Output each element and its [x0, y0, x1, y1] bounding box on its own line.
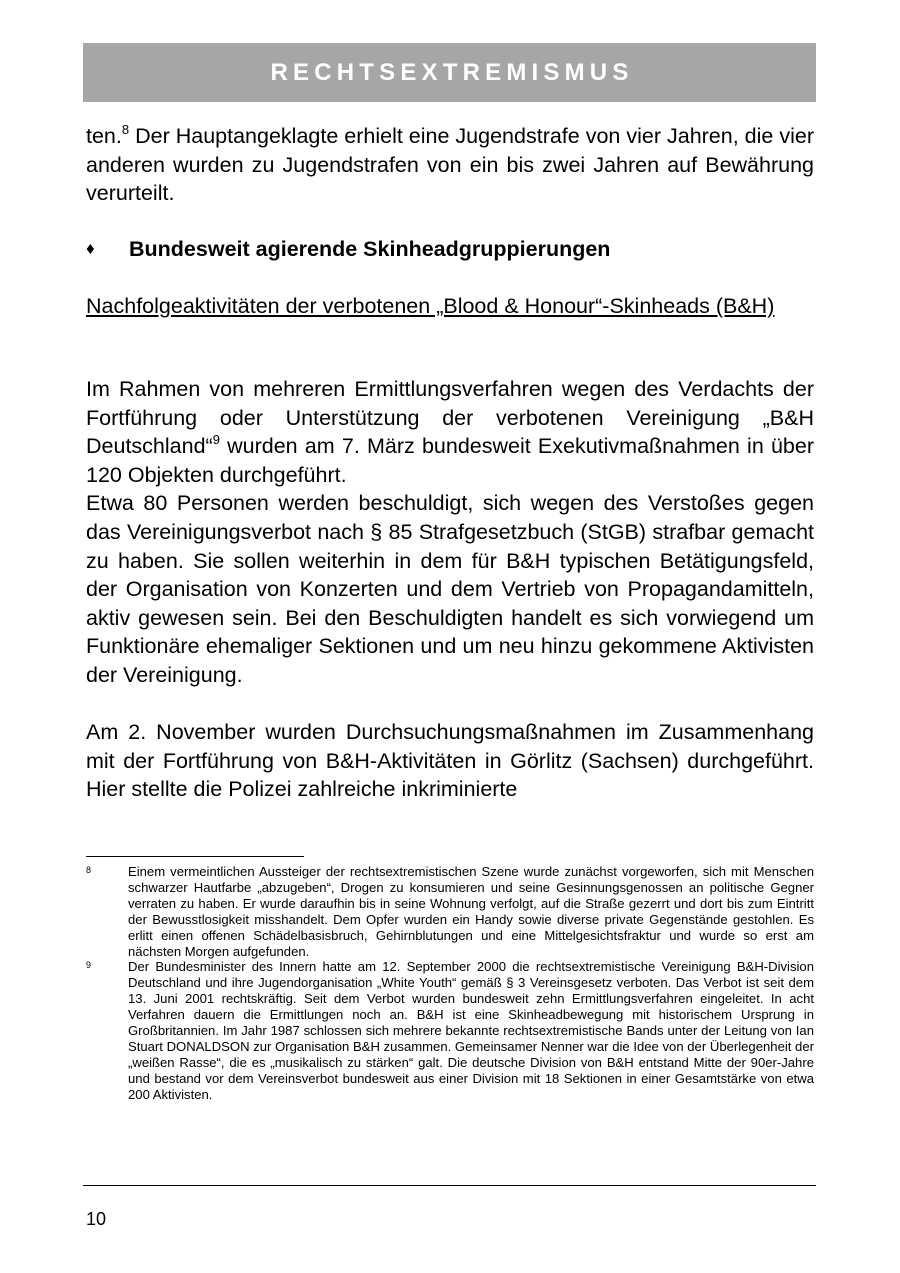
paragraph-1-text-rest: wurden am 7. März bundesweit Exekutivmaßnahmen in über 120 Objekten durchgeführt. [86, 434, 814, 487]
intro-text-rest: Der Hauptangeklagte erhielt eine Jugendstrafe von vier Jahren, die vier anderen wurden zu Jugendstrafen von ein bis zwei Jahren auf Bewährung verurteilt. [86, 124, 814, 206]
footnote-text: Der Bundesminister des Innern hatte am 12. September 2000 die rechtsextremistische Vereinigung B&H-Division Deutschland und ihre Jugendorganisation „White Youth“ gemäß § 3 Vereinsgesetz verboten. Das Verbot ist seit dem 13. Juni 2001 rechtskräftig. Seit dem Verbot wurden bundesweit zehn Ermittlungsverfahren eingeleitet. In acht Verfahren dauern die Ermittlungen noch an. B&H ist eine Skinheadbewegung mit historischem Ursprung in Großbritannien. Im Jahr 1987 schlossen sich mehrere bekannte rechtsextremistische Bands unter der Leitung von Ian Stuart DONALDSON zur Organisation B&H zusammen. Gemeinsamer Nenner war die Idee von der Überlegenheit der „weißen Rasse“, die es „musikalisch zu stärken“ galt. Die deutsche Division von B&H entstand Mitte der 90er-Jahre und bestand vor dem Vereinsverbot bundesweit aus einer Division mit 18 Sektionen in einer Gesamtstärke von etwa 200 Aktivisten. [128, 959, 814, 1102]
diamond-bullet-icon: ♦ [86, 239, 95, 258]
footnote-number: 8 [86, 865, 92, 875]
footnote-text: Einem vermeintlichen Aussteiger der rechtsextremistischen Szene wurde zunächst vorgeworfen, sich mit Menschen schwarzer Hautfarbe „abzugeben“, Drogen zu konsumieren und seine Gesinnungsgenossen an politische Gegner verraten zu haben. Er wurde daraufhin bis in seine Wohnung verfolgt, auf die Straße gezerrt und dort bis zum Eintritt der Bewusstlosigkeit misshandelt. Dem Opfer wurden ein Handy sowie diverse private Gegenstände gestohlen. Es erlitt einen offenen Schädelbasisbruch, Gehirnblutungen und eine Mittelgesichtsfraktur und wurde so erst am nächsten Morgen aufgefunden. [128, 864, 814, 959]
footnotes [86, 864, 814, 1103]
subsection-heading: Nachfolgeaktivitäten der verbotenen „Blood & Honour“-Skinheads (B&H) [86, 294, 775, 318]
footnote-ref-9[interactable]: 9 [212, 432, 220, 448]
paragraph-1 [86, 375, 814, 489]
page-number: 10 [86, 1209, 107, 1229]
footnote-8 [86, 864, 814, 959]
footnote-ref-8[interactable]: 8 [121, 122, 130, 137]
paragraph-3: Am 2. November wurden Durchsuchungsmaßnahmen im Zusammenhang mit der Fortführung von B&H-Aktivitäten in Görlitz (Sachsen) durchgeführt. Hier stellte die Polizei zahlreiche inkriminierte [86, 720, 814, 802]
footnote-number: 9 [86, 960, 92, 971]
section-heading-text: Bundesweit agierende Skinheadgruppierungen [129, 237, 611, 261]
footnote-separator [86, 856, 304, 857]
footer-separator [83, 1185, 816, 1186]
header-band [83, 43, 816, 102]
section-heading [86, 235, 814, 263]
footnote-9 [86, 959, 814, 1102]
paragraph-1-text: Im Rahmen von mehreren Ermittlungsverfahren wegen des Verdachts der Fortführung oder Unterstützung der verbotenen Vereinigung „B&H Deutschland“ [86, 377, 814, 459]
paragraph-2: Etwa 80 Personen werden beschuldigt, sich wegen des Verstoßes gegen das Vereinigungsverbot nach § 85 Strafgesetzbuch (StGB) strafbar gemacht zu haben. Sie sollen weiterhin in dem für B&H typischen Betätigungsfeld, der Organisation von Konzerten und dem Vertrieb von Propagandamitteln, aktiv gewesen sein. Bei den Beschuldigten handelt es sich vorwiegend um Funktionäre ehemaliger Sektionen und um neu hinzu gekommene Aktivisten der Vereinigung. [86, 491, 814, 687]
main-text [86, 375, 814, 804]
intro-text-start: ten. [86, 124, 122, 148]
intro-paragraph [86, 122, 814, 208]
header-title: RECHTSEXTREMISMUS [270, 58, 634, 86]
